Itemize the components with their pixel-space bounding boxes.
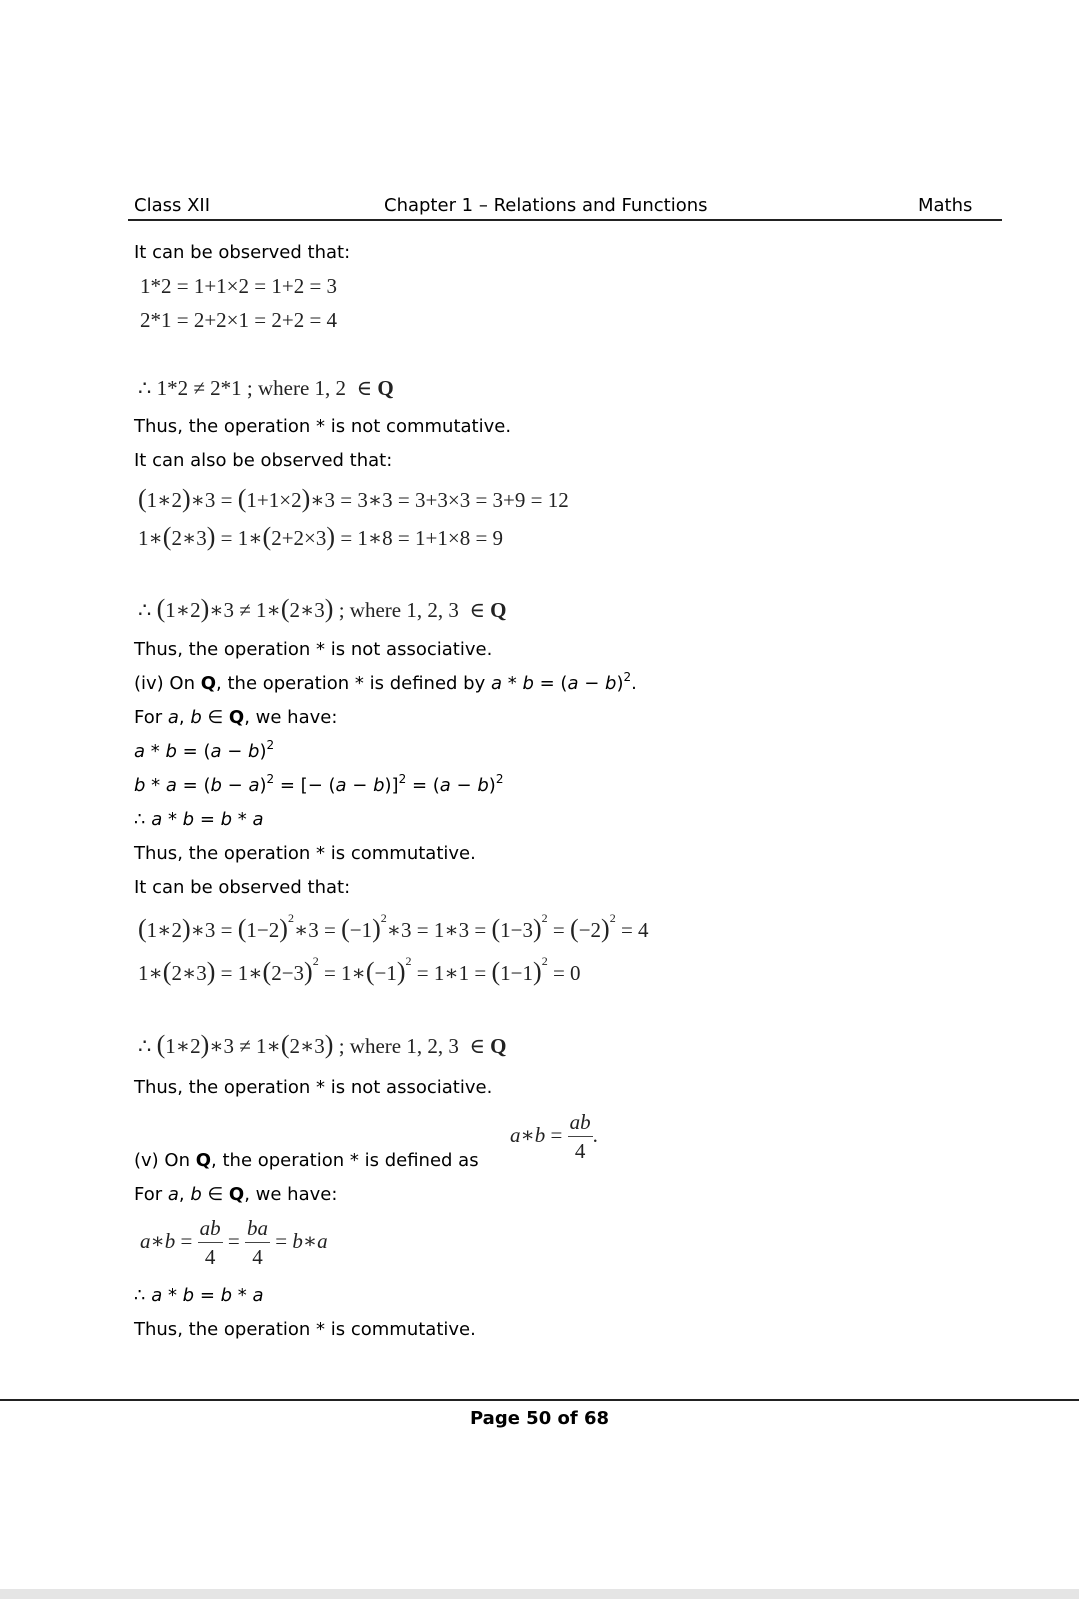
equation-11: 1∗(2∗3) = $1∗(2-3)^2$ = $1∗(-1)^2$ = 1∗1 = $(1-1)^2 = 0$ — [138, 954, 581, 986]
equation-10: (1∗2)∗3 = $(1-2)^2∗3$ = $(-1)^2∗3$ = 1∗3 = $(1-3)^2 = (-2)^2 = 4$ — [138, 911, 649, 943]
equation-5: 1∗(2∗3) = 1∗(2+2×3) = 1∗8 = 1+1×8 = 9 — [138, 522, 504, 551]
footer-rule — [0, 1399, 1079, 1401]
text-commutative-2: Thus, the operation * is commutative. — [134, 1319, 476, 1340]
header-rule — [128, 219, 1002, 221]
text-not-commutative: Thus, the operation * is not commutative. — [134, 416, 512, 437]
equation-4: (1∗2)∗3 = (1+1×2)∗3 = 3∗3 = 3+3×3 = 3+9 = 12 — [138, 484, 569, 513]
equation-13: a∗b = $\frac{ab}{4}$ = $\frac{ba}{4}$ = b∗a — [140, 1216, 328, 1269]
equation-2: 2*1 = 2+2×1 = 2+2 = 4 — [140, 308, 338, 332]
page-number: Page 50 of 68 — [469, 1408, 610, 1429]
text-not-associative-2: Thus, the operation * is not associative. — [134, 1077, 493, 1098]
equation-12: ∴ (1∗2)∗3 ≠ 1∗(2∗3) ; where 1, 2, 3 ∈ Q — [138, 1030, 507, 1059]
equation-14: ∴ a * b = b * a — [134, 1285, 264, 1306]
equation-7: $a * b = (a - b)^2$ — [134, 738, 275, 762]
viewer-bottom-bar — [0, 1589, 1079, 1599]
header-subject: Maths — [918, 195, 973, 216]
text-not-associative-1: Thus, the operation * is not associative. — [134, 639, 493, 660]
text-part-v: (v) On Q, the operation * is defined as — [134, 1150, 479, 1171]
equation-8: $b * a = (b - a)^2$ = [− $(a - b)]^2 = (a - b)^2$ — [134, 772, 504, 796]
text-for-ab-1: For a, b ∈ Q, we have: — [134, 707, 338, 728]
text-observed-2: It can be observed that: — [134, 877, 351, 898]
text-observed: It can be observed that: — [134, 242, 351, 263]
text-also-observed: It can also be observed that: — [134, 450, 393, 471]
equation-6: ∴ (1∗2)∗3 ≠ 1∗(2∗3) ; where 1, 2, 3 ∈ Q — [138, 594, 507, 623]
equation-1: 1*2 = 1+1×2 = 1+2 = 3 — [140, 274, 338, 298]
header-class: Class XII — [134, 195, 211, 216]
text-for-ab-2: For a, b ∈ Q, we have: — [134, 1184, 338, 1205]
header-chapter: Chapter 1 – Relations and Functions — [384, 195, 708, 216]
equation-definition-v: a∗b = $\frac{ab}{4}$ . — [510, 1110, 598, 1163]
equation-3: ∴ 1*2 ≠ 2*1 ; where 1, 2 ∈ Q — [138, 376, 394, 400]
text-commutative-1: Thus, the operation * is commutative. — [134, 843, 476, 864]
text-part-iv: (iv) On Q, the operation * is defined by $a * b = (a - b)^2$. — [134, 670, 637, 694]
equation-9: ∴ a * b = b * a — [134, 809, 264, 830]
